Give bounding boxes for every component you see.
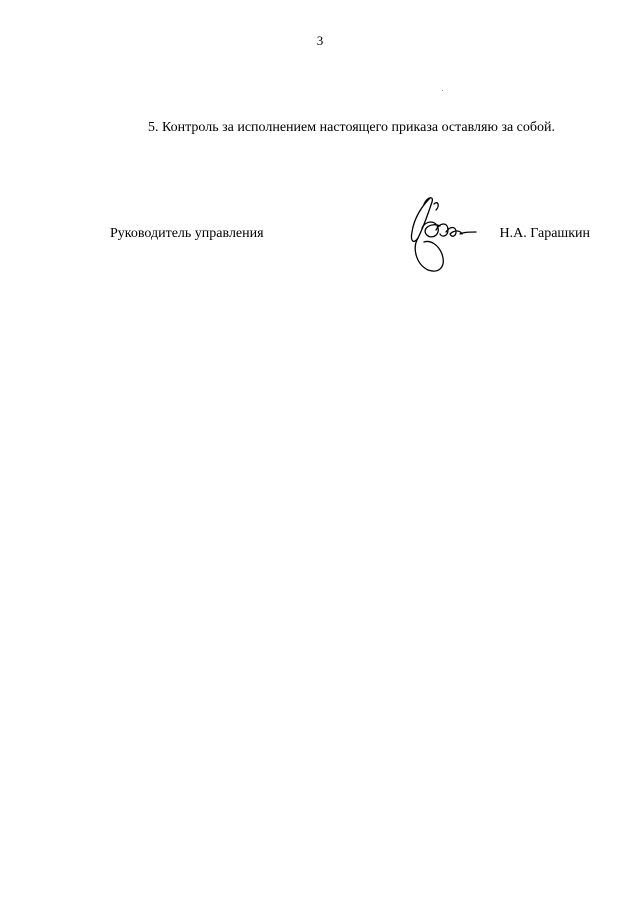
paragraph-5: 5. Контроль за исполнением настоящего приказа оставляю за собой. (148, 120, 556, 135)
handwritten-signature-icon (400, 192, 480, 278)
page-number: 3 (316, 33, 324, 48)
signatory-position: Руководитель управления (110, 226, 264, 241)
signatory-name: Н.А. Гарашкин (499, 226, 590, 241)
scan-speck (442, 90, 443, 91)
signature-block (0, 226, 640, 250)
